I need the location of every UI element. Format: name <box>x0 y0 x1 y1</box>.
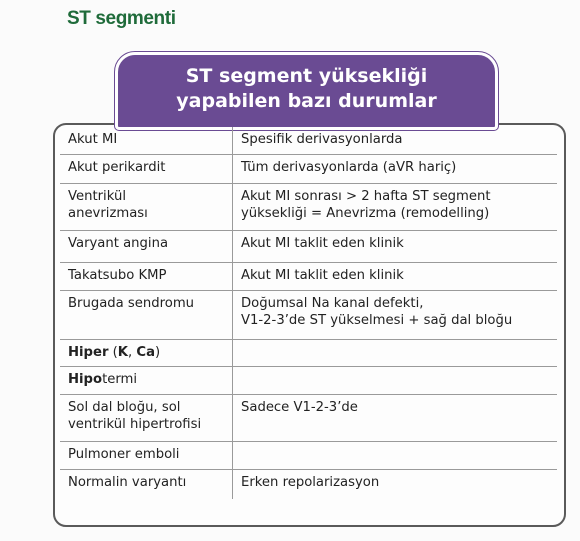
note-cell <box>233 290 558 339</box>
condition-cell: Brugada sendromu <box>60 290 233 339</box>
condition-cell: Akut MI <box>60 127 233 154</box>
condition-cell <box>60 366 233 394</box>
condition-cell: Akut perikardit <box>60 154 233 183</box>
table-row <box>60 230 557 262</box>
condition-cell: Takatsubo KMP <box>60 262 233 290</box>
condition-line: Sol dal bloğu, sol <box>68 399 181 415</box>
table-title-line-1: ST segment yüksekliği <box>185 65 428 87</box>
condition-line: ventrikül hipertrofisi <box>68 416 202 432</box>
condition-cell: Pulmoner emboli <box>60 441 233 469</box>
condition-bold-part: K <box>117 344 129 360</box>
table-row <box>60 127 557 154</box>
condition-line: anevrizması <box>68 205 148 221</box>
table-row <box>60 339 557 366</box>
condition-plain-part: termi <box>102 371 138 387</box>
condition-cell <box>60 339 233 366</box>
note-line: Akut MI sonrası > 2 hafta ST segment <box>241 188 491 204</box>
table-row <box>60 441 557 469</box>
condition-plain-part: , <box>128 344 137 360</box>
condition-plain-part: ) <box>155 344 161 360</box>
note-cell <box>233 183 558 230</box>
table-row <box>60 366 557 394</box>
table-row <box>60 469 557 499</box>
note-cell: Sadece V1-2-3’de <box>233 394 558 441</box>
condition-bold-part: Ca <box>136 344 155 360</box>
condition-bold-part: Hipo <box>68 371 103 387</box>
note-cell <box>233 441 558 469</box>
note-line: Doğumsal Na kanal defekti, <box>241 295 424 311</box>
condition-cell: Varyant angina <box>60 230 233 262</box>
condition-cell: Normalin varyantı <box>60 469 233 499</box>
note-cell: Spesifik derivasyonlarda <box>233 127 558 154</box>
note-cell: Erken repolarizasyon <box>233 469 558 499</box>
note-line: yüksekliği = Anevrizma (remodelling) <box>241 205 490 221</box>
table-row <box>60 183 557 230</box>
section-heading: ST segmenti <box>67 8 176 29</box>
condition-line: Ventrikül <box>68 188 126 204</box>
condition-plain-part: ( <box>108 344 118 360</box>
note-cell: Tüm derivasyonlarda (aVR hariç) <box>233 154 558 183</box>
table-row <box>60 262 557 290</box>
conditions-table <box>60 127 557 499</box>
note-cell <box>233 366 558 394</box>
note-line: V1-2-3’de ST yükselmesi + sağ dal bloğu <box>241 312 513 328</box>
condition-bold-part: Hiper <box>68 344 109 360</box>
table-row <box>60 154 557 183</box>
note-cell <box>233 339 558 366</box>
note-cell: Akut MI taklit eden klinik <box>233 262 558 290</box>
table-row <box>60 394 557 441</box>
table-row <box>60 290 557 339</box>
table-title-line-2: yapabilen bazı durumlar <box>176 90 437 112</box>
note-cell: Akut MI taklit eden klinik <box>233 230 558 262</box>
table-title <box>115 52 498 130</box>
condition-cell <box>60 183 233 230</box>
condition-cell <box>60 394 233 441</box>
